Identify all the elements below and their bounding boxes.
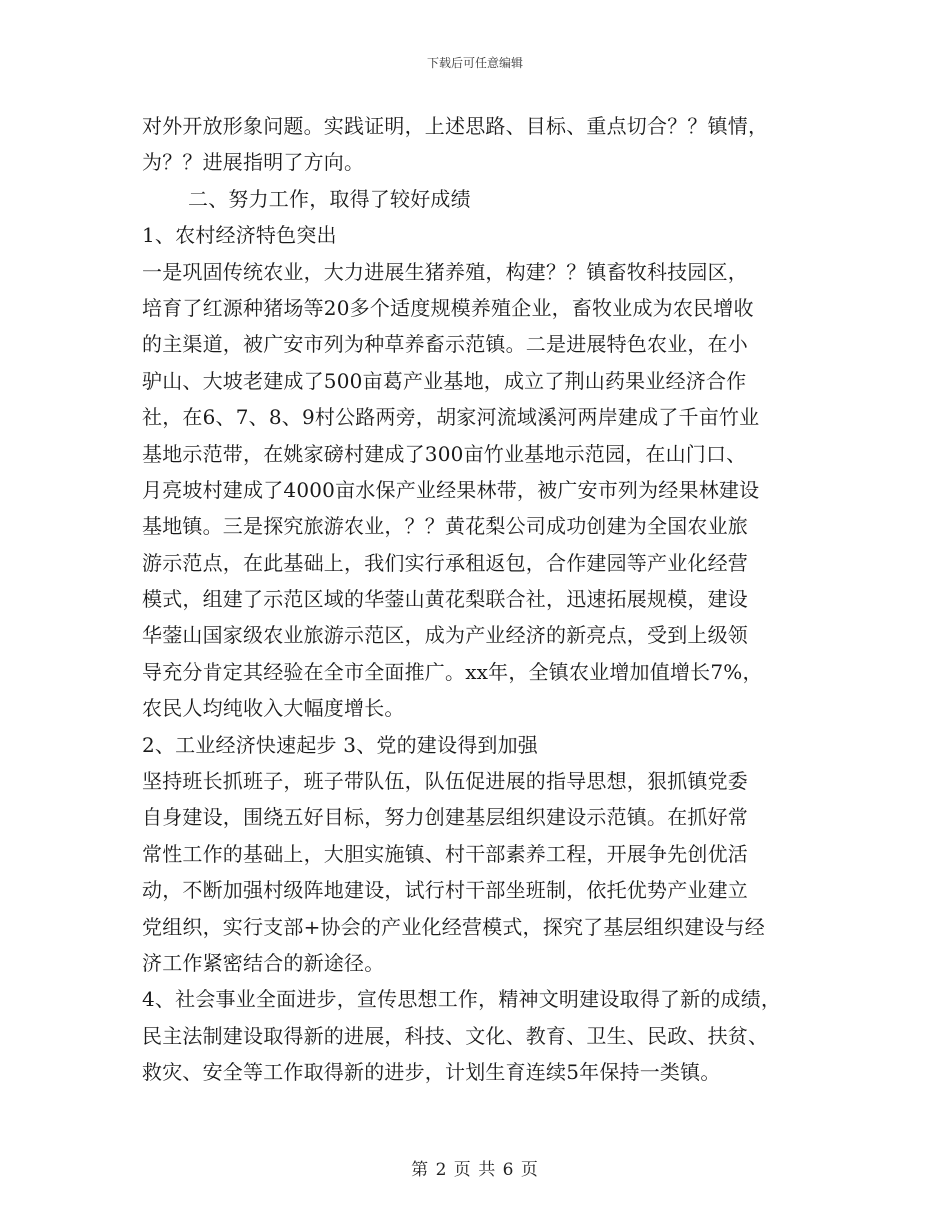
text-line: 华蓥山国家级农业旅游示范区，成为产业经济的新亮点，受到上级领 <box>142 623 748 648</box>
text-line: 坚持班长抓班子，班子带队伍，队伍促进展的指导思想，狠抓镇党委 <box>142 769 748 794</box>
text-line: 的主渠道，被广安市列为种草养畜示范镇。二是进展特色农业，在小 <box>142 332 748 357</box>
text-line: 自身建设，围绕五好目标，努力创建基层组织建设示范镇。在抓好常 <box>142 805 748 830</box>
text-line: 月亮坡村建成了4000亩水保产业经果林带，被广安市列为经果林建设 <box>142 477 760 502</box>
text-line: 对外开放形象问题。实践证明，上述思路、目标、重点切合？？镇情， <box>142 114 769 138</box>
text-line: 济工作紧密结合的新途径。 <box>142 950 385 975</box>
text-line: 模式，组建了示范区域的华蓥山黄花梨联合社，迅速拓展规模，建设 <box>142 587 748 612</box>
text-line: 党组织，实行支部+协会的产业化经营模式，探究了基层组织建设与经 <box>142 914 765 939</box>
text-line: 常性工作的基础上，大胆实施镇、村干部素养工程，开展争先创优活 <box>142 841 748 866</box>
section-heading: 二、努力工作，取得了较好成绩 <box>188 186 471 211</box>
text-line: 一是巩固传统农业，大力进展生猪养殖，构建？？镇畜牧科技园区， <box>142 259 748 284</box>
text-line: 导充分肯定其经验在全市全面推广。xx年，全镇农业增加值增长7%， <box>142 659 763 684</box>
text-line: 驴山、大坡老建成了500亩葛产业基地，成立了荆山药果业经济合作 <box>142 368 747 393</box>
text-line: 为？？进展指明了方向。 <box>142 150 365 175</box>
text-line: 游示范点，在此基础上，我们实行承租返包，合作建园等产业化经营 <box>142 550 748 575</box>
text-line: 社，在6、7、8、9村公路两旁，胡家河流域溪河两岸建成了千亩竹业 <box>142 405 760 430</box>
subsection-heading: 2、工业经济快速起步 3、党的建设得到加强 <box>142 732 539 757</box>
document-body <box>142 108 822 1091</box>
subsection-heading: 4、社会事业全面进步，宣传思想工作，精神文明建设取得了新的成绩， <box>142 987 782 1012</box>
subsection-heading: 1、农村经济特色突出 <box>142 223 337 248</box>
text-line: 基地镇。三是探究旅游农业，？？黄花梨公司成功创建为全国农业旅 <box>142 514 748 539</box>
text-line: 动，不断加强村级阵地建设，试行村干部坐班制，依托优势产业建立 <box>142 878 748 903</box>
page-header: 下载后可任意编辑 <box>426 56 523 70</box>
text-line: 救灾、安全等工作取得新的进步，计划生育连续5年保持一类镇。 <box>142 1060 721 1085</box>
text-line: 民主法制建设取得新的进展，科技、文化、教育、卫生、民政、扶贫、 <box>142 1023 769 1048</box>
page-number-footer: 第 2 页 共 6 页 <box>411 1160 539 1180</box>
text-line: 基地示范带，在姚家磅村建成了300亩竹业基地示范园，在山门口、 <box>142 441 747 466</box>
text-line: 培育了红源种猪场等20多个适度规模养殖企业，畜牧业成为农民增收 <box>142 295 754 320</box>
text-line: 农民人均纯收入大幅度增长。 <box>142 696 405 721</box>
